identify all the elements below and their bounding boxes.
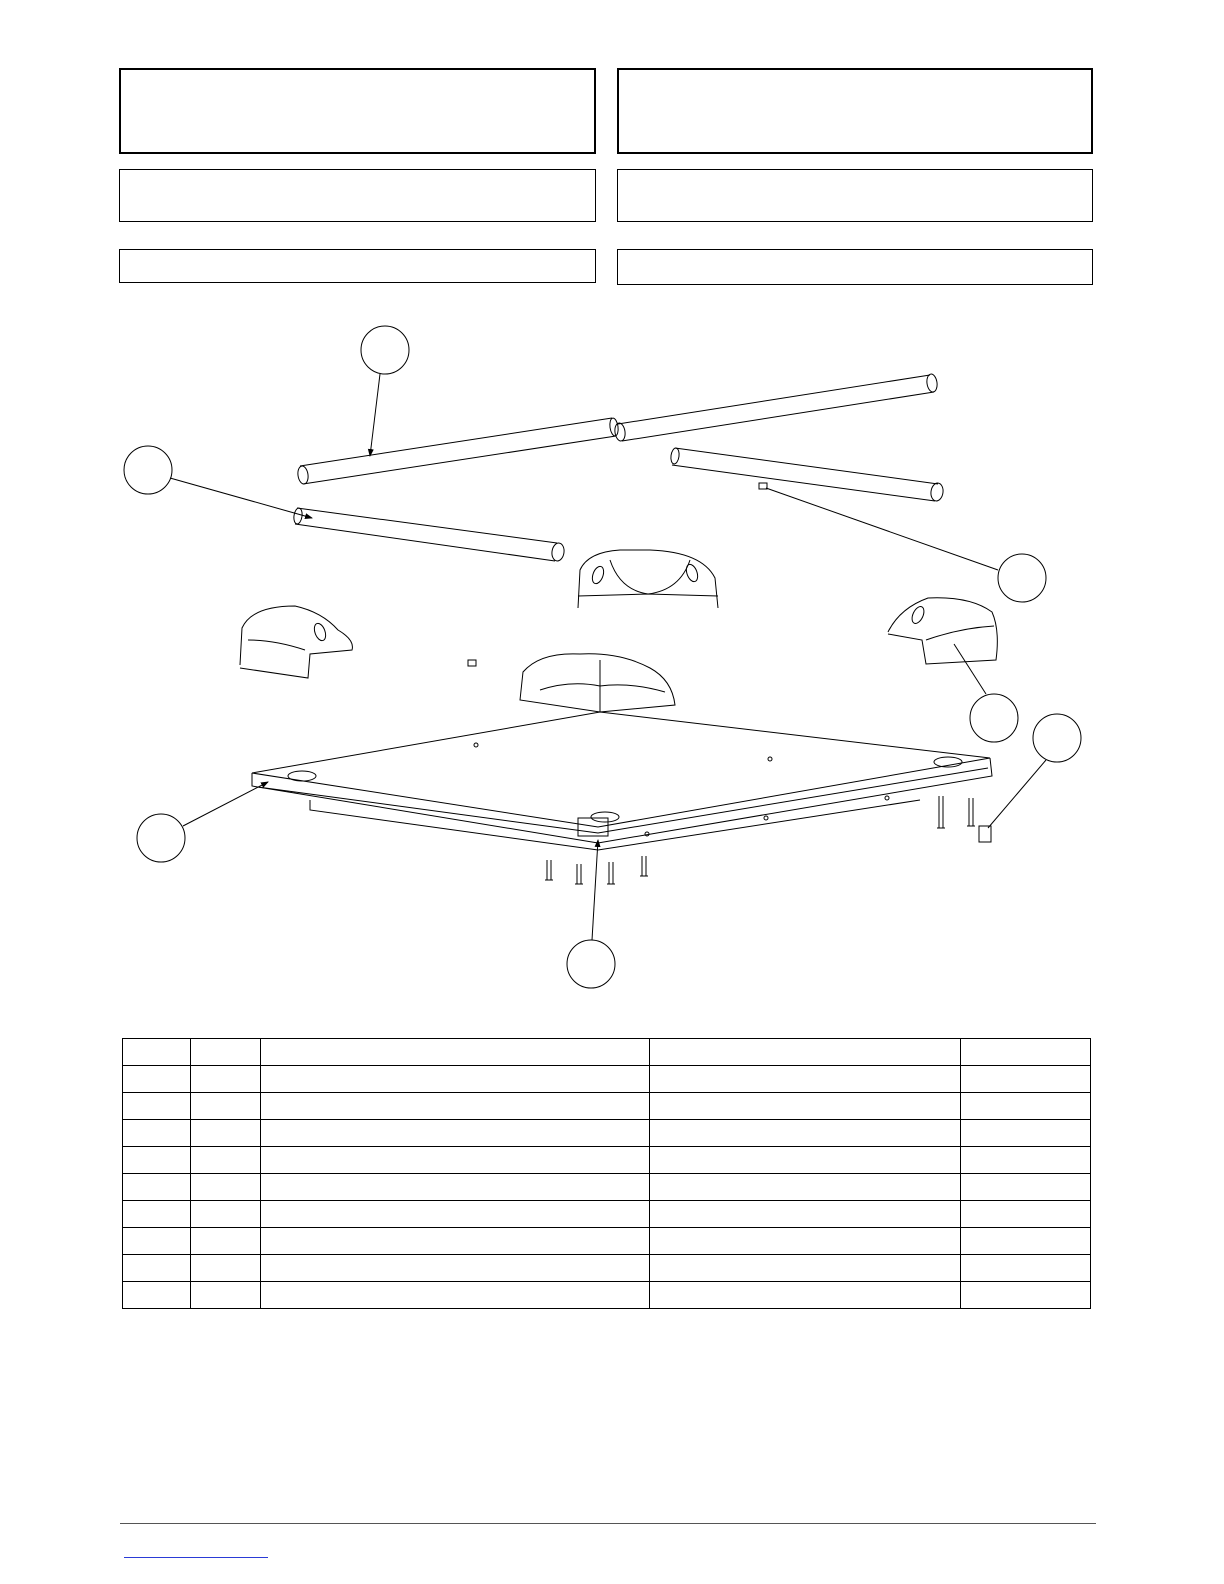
sub-box-left (119, 249, 596, 283)
table-cell (961, 1255, 1091, 1282)
info-box-right (617, 169, 1093, 222)
left-tube (293, 508, 565, 562)
table-row (123, 1066, 1091, 1093)
footer-link[interactable] (124, 1557, 268, 1558)
callout-2 (124, 446, 312, 518)
table-cell (261, 1093, 650, 1120)
base-frame (252, 712, 992, 850)
parts-list-table (122, 1038, 1091, 1309)
title-box-left (119, 68, 596, 154)
right-tube (670, 448, 944, 502)
table-cell (650, 1282, 961, 1309)
table-cell (123, 1201, 191, 1228)
table-cell (261, 1201, 650, 1228)
table-cell (650, 1255, 961, 1282)
table-cell (961, 1147, 1091, 1174)
info-box-left (119, 169, 596, 222)
table-row (123, 1120, 1091, 1147)
column-header (261, 1039, 650, 1066)
table-cell (191, 1066, 261, 1093)
table-cell (261, 1147, 650, 1174)
table-cell (261, 1282, 650, 1309)
table-cell (191, 1282, 261, 1309)
table-row (123, 1282, 1091, 1309)
table-cell (191, 1201, 261, 1228)
corner-cap-right (888, 598, 997, 664)
table-cell (961, 1282, 1091, 1309)
callout-6 (137, 782, 268, 862)
footer-rule (120, 1523, 1096, 1524)
table-cell (261, 1120, 650, 1147)
table-cell (123, 1120, 191, 1147)
small-fitting-left (468, 660, 476, 666)
corner-cap-front (520, 654, 675, 712)
table-cell (650, 1201, 961, 1228)
column-header (191, 1039, 261, 1066)
table-cell (123, 1228, 191, 1255)
table-cell (191, 1120, 261, 1147)
table-row (123, 1255, 1091, 1282)
column-header (961, 1039, 1091, 1066)
cap-plug (979, 826, 991, 842)
table-cell (961, 1201, 1091, 1228)
top-tube-left-segment (297, 418, 619, 485)
table-cell (650, 1120, 961, 1147)
table-cell (961, 1120, 1091, 1147)
table-cell (123, 1066, 191, 1093)
callout-3 (766, 488, 1046, 602)
table-cell (261, 1066, 650, 1093)
table-cell (961, 1093, 1091, 1120)
table-row (123, 1228, 1091, 1255)
table-cell (191, 1255, 261, 1282)
corner-cap-back (578, 550, 718, 608)
column-header (123, 1039, 191, 1066)
table-row (123, 1093, 1091, 1120)
table-cell (650, 1093, 961, 1120)
table-cell (123, 1147, 191, 1174)
table-cell (123, 1282, 191, 1309)
corner-cap-left (240, 606, 352, 678)
sub-box-right (617, 249, 1093, 285)
table-cell (650, 1066, 961, 1093)
table-cell (123, 1255, 191, 1282)
table-row (123, 1174, 1091, 1201)
table-cell (261, 1174, 650, 1201)
callout-1 (361, 326, 409, 456)
table-cell (961, 1066, 1091, 1093)
leg-pins (545, 796, 975, 884)
table-cell (261, 1255, 650, 1282)
exploded-assembly-drawing (0, 300, 1224, 1020)
table-cell (191, 1174, 261, 1201)
table-cell (123, 1174, 191, 1201)
table-cell (191, 1228, 261, 1255)
column-header (650, 1039, 961, 1066)
table-cell (961, 1174, 1091, 1201)
table-cell (650, 1147, 961, 1174)
table-cell (650, 1228, 961, 1255)
table-cell (191, 1147, 261, 1174)
parts-table-header-row (123, 1039, 1091, 1066)
table-cell (650, 1174, 961, 1201)
callout-7 (567, 840, 615, 988)
callout-4 (954, 644, 1018, 742)
small-fitting-top (759, 483, 767, 489)
table-cell (123, 1093, 191, 1120)
table-row (123, 1201, 1091, 1228)
table-row (123, 1147, 1091, 1174)
title-box-right (617, 68, 1093, 154)
top-tube-right-segment (614, 373, 938, 441)
table-cell (191, 1093, 261, 1120)
table-cell (961, 1228, 1091, 1255)
table-cell (261, 1228, 650, 1255)
